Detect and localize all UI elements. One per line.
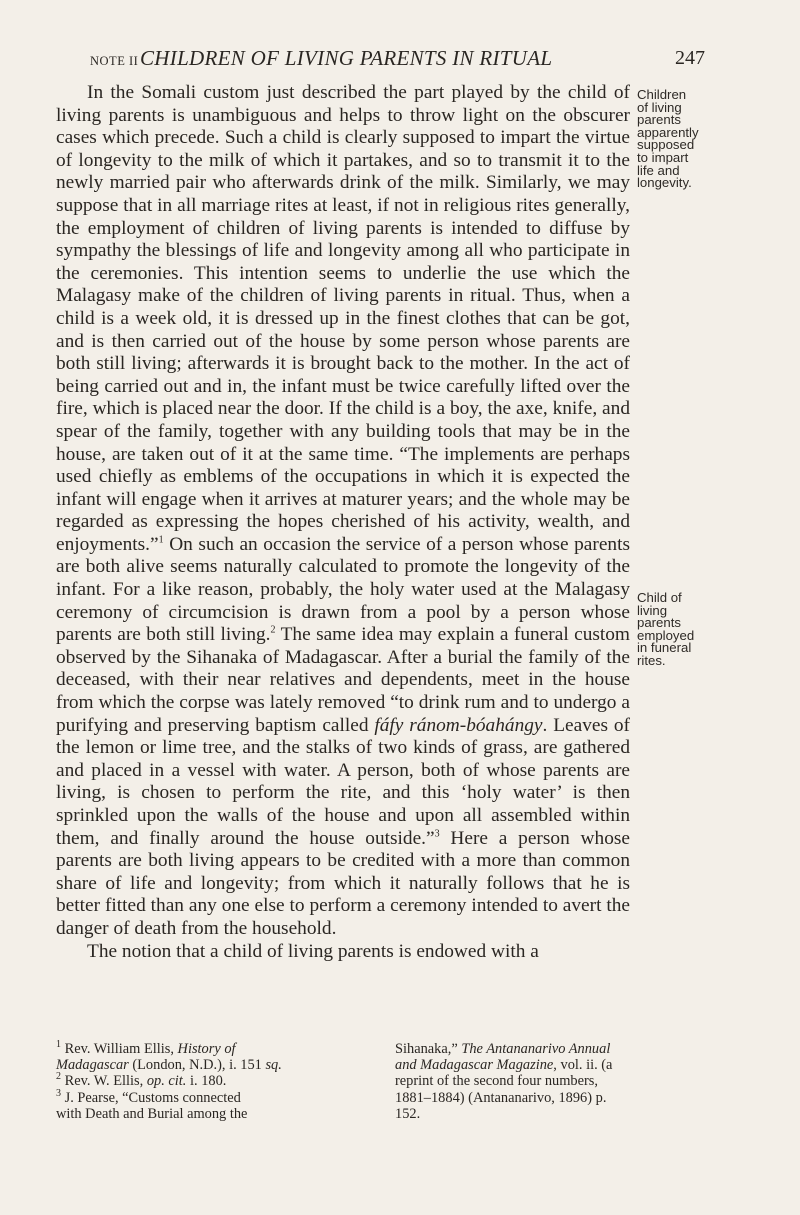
footnote-text: with Death and Burial among the <box>56 1105 248 1122</box>
footnote-line <box>56 1057 384 1073</box>
baptism-name: fáfy ránom-bóahángy <box>374 714 543 736</box>
sidenote-line: living <box>637 602 668 618</box>
footnotes-left-column <box>56 1041 384 1122</box>
footnote-ref-1: 1 <box>158 534 164 546</box>
running-header <box>90 46 705 72</box>
footnote-text: Sihanaka,” <box>395 1041 462 1057</box>
paragraph-1-text-e: Here a person whose parents are both living appears to be credited with a more than common share of life and longevity; from which it naturally follows that he is better fitted than any one else to perform a ceremony intended to avert the danger of death from the household. <box>56 827 630 939</box>
sidenote-line: longevity. <box>637 175 692 191</box>
footnote-number: 1 <box>56 1039 61 1051</box>
main-text <box>56 82 630 963</box>
footnote-line <box>56 1106 384 1122</box>
footnote-text: , vol. ii. (a <box>553 1057 613 1074</box>
footnote-line <box>56 1041 384 1057</box>
sidenote-line: parents <box>637 615 681 631</box>
footnote-text: Rev. William Ellis, <box>61 1041 178 1057</box>
footnote-line <box>395 1090 745 1106</box>
footnote-line <box>395 1057 745 1073</box>
sidenote-line: apparently <box>637 124 699 140</box>
footnote-italic: The Antananarivo Annual <box>461 1041 611 1057</box>
page-number: 247 <box>675 47 705 69</box>
sidenote-line: employed <box>637 627 695 643</box>
sidenote-line: in funeral <box>637 640 692 656</box>
sidenote-line: Children <box>637 87 687 102</box>
footnote-italic: and Madagascar Magazine <box>395 1057 554 1074</box>
paragraph-2-text: The notion that a child of living parents is endowed with a <box>87 940 539 962</box>
footnote-number: 2 <box>56 1071 61 1083</box>
footnote-text: i. 180. <box>186 1073 227 1090</box>
footnote-line <box>395 1106 745 1122</box>
paragraph-1-text: In the Somali custom just described the part played by the child of living parents is unambiguous and helps to throw light on the obscurer cases which precede. Such a child is clearly supposed to impart the virtue of longevity to the milk of which it partakes, and so to transmit it to the newly married pair who afterwards drink of the milk. Similarly, we may suppose that in all marriage rites at least, if not in religious rites generally, the employment of children of living parents is intended to diffuse by sympathy the blessings of life and longevity among all who participate in the ceremonies. This intention seems to underlie the use which the Malagasy make of the children of living parents in ritual. Thus, when a child is a week old, it is dressed up in the finest clothes that can be got, and is then carried out of the house by some person whose parents are both still living; afterwards it is brought back to the mother. In the act of being carried out and in, the infant must be twice carefully lifted over the fire, which is placed near the door. If the child is a boy, the axe, knife, and spear of the family, together with any building tools that may be in the house, are taken out of it at the same time. “The implements are perhaps used chiefly as emblems of the occupations in which it is expected the infant will engage when it arrives at maturer years; and the whole may be regarded as expressing the hopes cherished of his activity, wealth, and enjoyments.” <box>56 82 630 555</box>
sidenote-line: of living <box>637 99 682 115</box>
paragraph-1-text-d: . Leaves of the lemon or lime tree, and the stalks of two kinds of grass, are gathered and placed in a vessel with water. A person, both of whose parents are living, is chosen to perform the rite, and this ‘holy water’ is then sprinkled upon the walls of the house and upon all assembled within them, and finally around the house outside.” <box>56 714 630 849</box>
footnote-text: (London, N.D.), i. 151 <box>128 1057 266 1074</box>
paragraph-1 <box>56 82 630 941</box>
footnote-text: 152. <box>395 1105 421 1122</box>
sidenote-line: Child of <box>637 590 682 605</box>
footnote-italic: History of <box>177 1041 236 1057</box>
paragraph-1-text-b: On such an occasion the service of a person whose parents are both alive seems naturally calculated to promote the longevity of the infant. For a like reason, probably, the holy water used at the Malagasy ceremony of circumcision is drawn from a pool by a person whose parents are both still living. <box>56 533 630 646</box>
footnote-text: Rev. W. Ellis, <box>61 1073 147 1090</box>
footnote-italic: op. cit. <box>146 1073 187 1090</box>
footnote-text: J. Pearse, “Customs connected <box>61 1089 241 1106</box>
paragraph-2 <box>56 941 630 964</box>
sidenote-line: rites. <box>637 652 666 668</box>
footnote-line <box>56 1087 384 1106</box>
footnote-ref-3: 3 <box>434 828 440 840</box>
footnote-italic: Madagascar <box>56 1057 129 1074</box>
footnotes-right-column <box>395 1041 745 1122</box>
footnote-text: reprint of the second four numbers, <box>395 1073 599 1090</box>
sidenote-children-of-living-parents <box>637 89 757 190</box>
footnote-number: 3 <box>56 1087 61 1099</box>
footnote-ref-2: 2 <box>270 624 276 636</box>
sidenote-line: life and <box>637 162 680 178</box>
header-title: CHILDREN OF LIVING PARENTS IN RITUAL <box>140 46 553 70</box>
footnote-line <box>395 1041 745 1057</box>
footnote-line <box>395 1073 745 1089</box>
sidenote-line: parents <box>637 112 681 128</box>
footnote-line <box>56 1073 384 1089</box>
header-note-label: NOTE II <box>90 54 139 68</box>
footnote-italic: sq. <box>265 1057 282 1074</box>
sidenote-line: supposed <box>637 137 695 153</box>
sidenote-funeral-rites <box>637 592 757 668</box>
sidenote-line: to impart <box>637 149 689 165</box>
paragraph-1-text-c: The same idea may explain a funeral custom observed by the Sihanaka of Madagascar. After a burial the family of the deceased, with their near relatives and dependents, meet in the house from which the corpse was lately removed “to drink rum and to undergo a purifying and preserving baptism called <box>56 624 630 736</box>
footnote-text: 1881–1884) (Antananarivo, 1896) p. <box>395 1089 607 1106</box>
